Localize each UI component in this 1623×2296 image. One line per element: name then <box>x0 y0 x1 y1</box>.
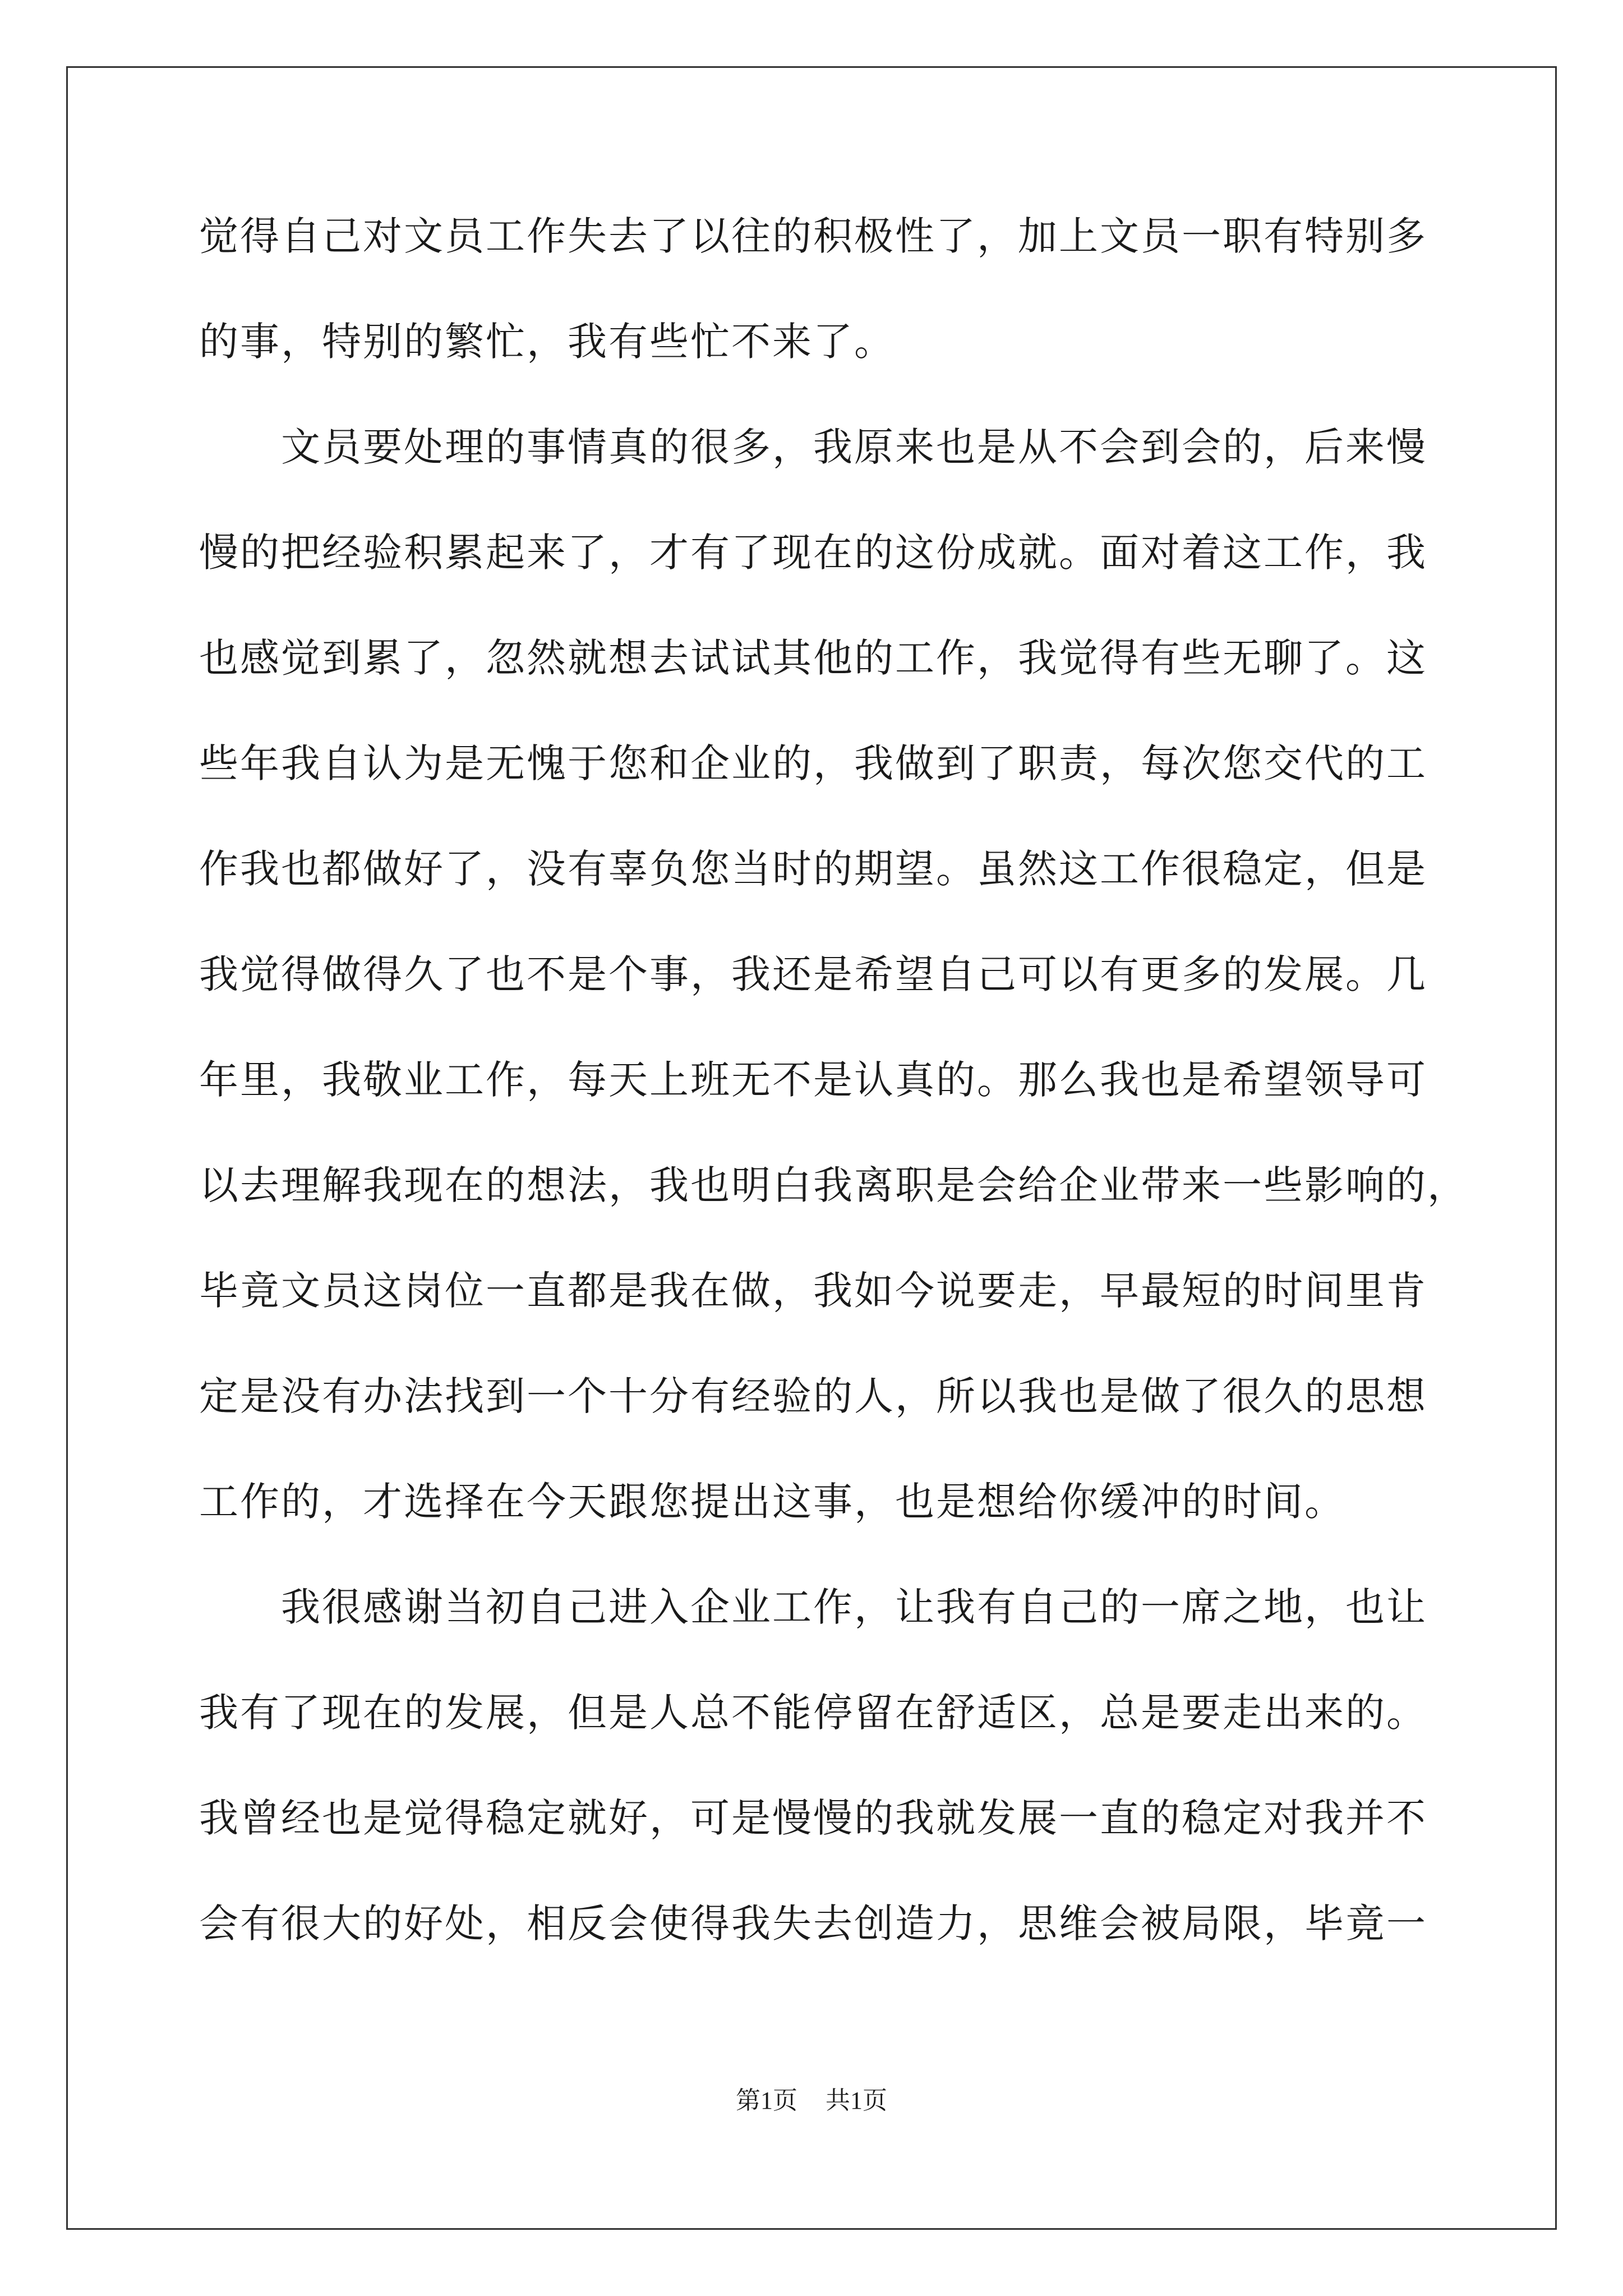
text-line: 的事，特别的繁忙，我有些忙不来了。 <box>199 319 895 365</box>
text-line: 作我也都做好了，没有辜负您当时的期望。虽然这工作很稳定，但是 <box>199 846 1427 892</box>
text-line: 我很感谢当初自己进入企业工作，让我有自己的一席之地，也让 <box>199 1584 1427 1630</box>
text-line: 我觉得做得久了也不是个事，我还是希望自己可以有更多的发展。几 <box>199 951 1427 997</box>
text-line: 毕竟文员这岗位一直都是我在做，我如今说要走，早最短的时间里肯 <box>199 1268 1427 1314</box>
page-number: 第1页 <box>736 2087 797 2114</box>
text-line: 文员要处理的事情真的很多，我原来也是从不会到会的，后来慢 <box>199 424 1427 470</box>
text-line: 以去理解我现在的想法，我也明白我离职是会给企业带来一些影响的， <box>199 1162 1468 1208</box>
text-line: 慢的把经验积累起来了，才有了现在的这份成就。面对着这工作，我 <box>199 530 1427 576</box>
text-line: 我有了现在的发展，但是人总不能停留在舒适区，总是要走出来的。 <box>199 1690 1427 1736</box>
text-line: 工作的，才选择在今天跟您提出这事，也是想给你缓冲的时间。 <box>199 1479 1345 1525</box>
text-line: 我曾经也是觉得稳定就好，可是慢慢的我就发展一直的稳定对我并不 <box>199 1795 1427 1841</box>
text-line: 年里，我敬业工作，每天上班无不是认真的。那么我也是希望领导可 <box>199 1057 1427 1103</box>
text-line: 定是没有办法找到一个十分有经验的人，所以我也是做了很久的思想 <box>199 1373 1427 1419</box>
text-line: 也感觉到累了，忽然就想去试试其他的工作，我觉得有些无聊了。这 <box>199 635 1427 681</box>
text-line: 觉得自己对文员工作失去了以往的积极性了，加上文员一职有特别多 <box>199 213 1427 259</box>
page-total: 共1页 <box>826 2087 887 2114</box>
text-line: 会有很大的好处，相反会使得我失去创造力，思维会被局限，毕竟一 <box>199 1901 1427 1947</box>
page-footer <box>0 2084 1623 2118</box>
text-line: 些年我自认为是无愧于您和企业的，我做到了职责，每次您交代的工 <box>199 740 1427 786</box>
